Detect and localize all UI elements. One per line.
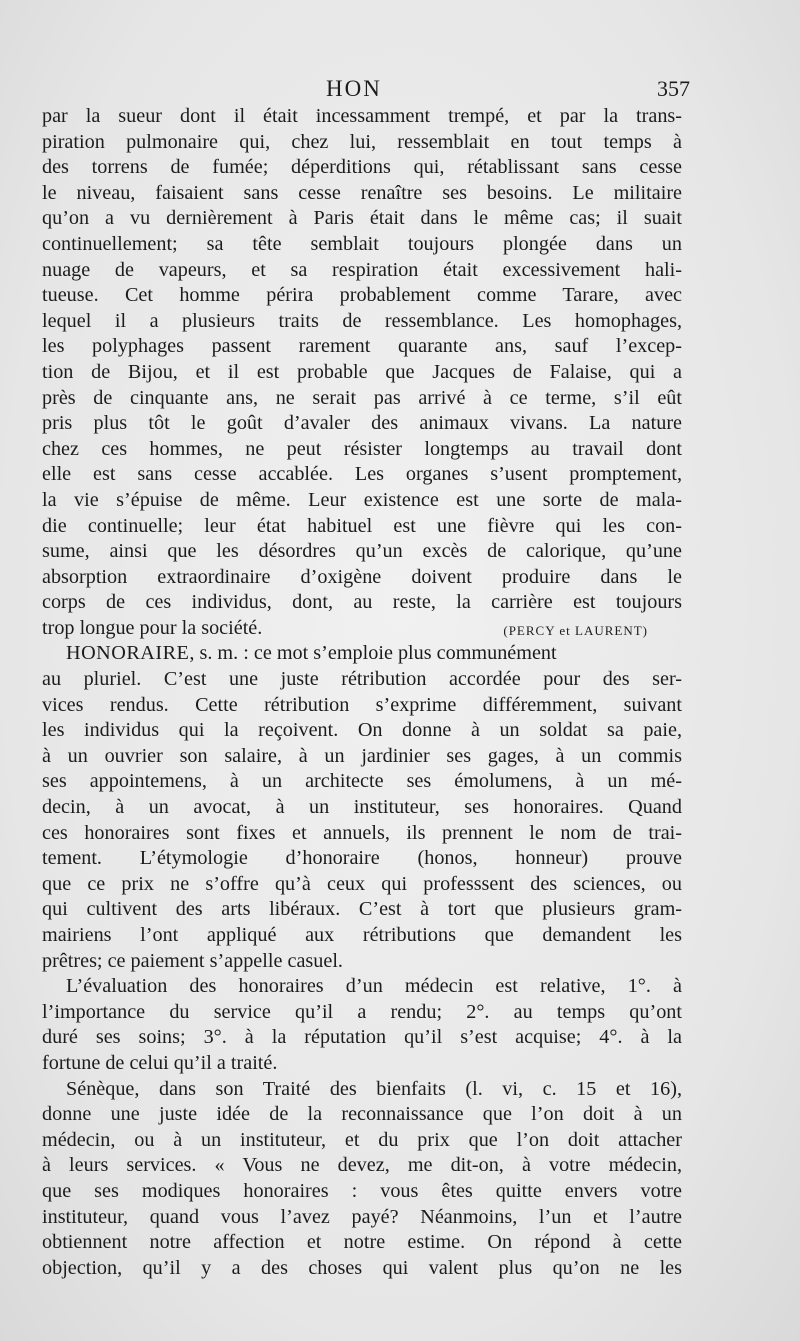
- text-line: le niveau, faisaient sans cesse renaître ses besoins. Le militaire: [42, 181, 682, 204]
- author-signature: (PERCY et LAURENT): [503, 622, 648, 638]
- text-line-with-signature: [42, 616, 682, 642]
- text-line: die continuelle; leur état habituel est une fièvre qui les con-: [42, 514, 682, 537]
- entry-definition-start: , s. m. : ce mot s’emploie plus communément: [189, 642, 557, 665]
- paragraph-line: fortune de celui qu’il a traité.: [42, 1051, 278, 1074]
- text-line: chez ces hommes, ne peut résister longtemps au travail dont: [42, 437, 682, 460]
- text-line: les polyphages passent rarement quarante ans, sauf l’excep-: [42, 335, 682, 358]
- entry-line: ces honoraires sont fixes et annuels, ils prennent le nom de trai-: [42, 821, 682, 844]
- entry-line: decin, à un avocat, à un instituteur, ses honoraires. Quand: [42, 796, 682, 819]
- closing-text: trop longue pour la société.: [42, 616, 263, 639]
- paragraph-line: instituteur, quand vous l’avez payé? Néanmoins, l’un et l’autre: [42, 1205, 682, 1228]
- paragraph-line: obtiennent notre affection et notre estime. On répond à cette: [42, 1231, 682, 1254]
- paragraph-line: médecin, ou à un instituteur, et du prix que l’on doit attacher: [42, 1128, 682, 1151]
- text-line: tion de Bijou, et il est probable que Jacques de Falaise, qui a: [42, 360, 682, 383]
- page-number: 357: [657, 76, 690, 101]
- paragraph-line: donne une juste idée de la reconnaissance que l’on doit à un: [42, 1103, 682, 1126]
- entry-line: que ce prix ne s’offre qu’à ceux qui professsent des sciences, ou: [42, 872, 682, 895]
- text-line: pris plus tôt le goût d’avaler des animaux vivans. La nature: [42, 412, 682, 435]
- text-line: corps de ces individus, dont, au reste, la carrière est toujours: [42, 591, 682, 614]
- entry-headline: [42, 641, 682, 667]
- text-line: des torrens de fumée; déperditions qui, rétablissant sans cesse: [42, 156, 682, 179]
- paragraph-line: duré ses soins; 3°. à la réputation qu’il s’est acquise; 4°. à la: [42, 1026, 682, 1049]
- entry-line: qui cultivent des arts libéraux. C’est à tort que plusieurs gram-: [42, 898, 682, 921]
- text-body: [42, 104, 682, 1281]
- paragraph-line: Sénèque, dans son Traité des bienfaits (l. vi, c. 15 et 16),: [66, 1077, 682, 1100]
- paragraph-line: à leurs services. « Vous ne devez, me dit-on, à votre médecin,: [42, 1154, 682, 1177]
- text-line: tueuse. Cet homme périra probablement comme Tarare, avec: [42, 284, 682, 307]
- text-line: piration pulmonaire qui, chez lui, ressemblait en tout temps à: [42, 130, 682, 153]
- text-line: près de cinquante ans, ne serait pas arrivé à ce terme, s’il eût: [42, 386, 682, 409]
- entry-line: ses appointemens, à un architecte ses émolumens, à un mé-: [42, 770, 682, 793]
- entry-line: les individus qui la reçoivent. On donne à un soldat sa paie,: [42, 719, 682, 742]
- text-line: nuage de vapeurs, et sa respiration était excessivement hali-: [42, 258, 682, 281]
- text-line: absorption extraordinaire d’oxigène doivent produire dans le: [42, 565, 682, 588]
- entry-line: tement. L’étymologie d’honoraire (honos, honneur) prouve: [42, 847, 682, 870]
- paragraph-line: l’importance du service qu’il a rendu; 2°. au temps qu’ont: [42, 1000, 682, 1023]
- entry-term: HONORAIRE: [66, 642, 190, 665]
- paragraph-line: que ses modiques honoraires : vous êtes quitte envers votre: [42, 1179, 682, 1202]
- text-line: la vie s’épuise de même. Leur existence est une sorte de mala-: [42, 488, 682, 511]
- entry-line: prêtres; ce paiement s’appelle casuel.: [42, 949, 343, 972]
- text-line: continuellement; sa tête semblait toujours plongée dans un: [42, 232, 682, 255]
- text-line: lequel il a plusieurs traits de ressemblance. Les homophages,: [42, 309, 682, 332]
- entry-line: mairiens l’ont appliqué aux rétributions que demandent les: [42, 924, 682, 946]
- running-head-word: HON: [326, 76, 382, 101]
- text-line: qu’on a vu dernièrement à Paris était dans le même cas; il suait: [42, 207, 682, 230]
- text-line: elle est sans cesse accablée. Les organes s’usent promptement,: [42, 463, 682, 486]
- entry-line: au pluriel. C’est une juste rétribution accordée pour des ser-: [42, 668, 682, 691]
- entry-line: à un ouvrier son salaire, à un jardinier ses gages, à un commis: [42, 744, 682, 767]
- text-line: sume, ainsi que les désordres qu’un excès de calorique, qu’une: [42, 540, 682, 563]
- entry-line: vices rendus. Cette rétribution s’exprime différemment, suivant: [42, 693, 682, 716]
- text-line: par la sueur dont il était incessamment trempé, et par la trans-: [42, 105, 682, 127]
- paragraph-line: L’évaluation des honoraires d’un médecin est relative, 1°. à: [66, 975, 682, 998]
- paragraph-line: objection, qu’il y a des choses qui valent plus qu’on ne les: [42, 1256, 682, 1279]
